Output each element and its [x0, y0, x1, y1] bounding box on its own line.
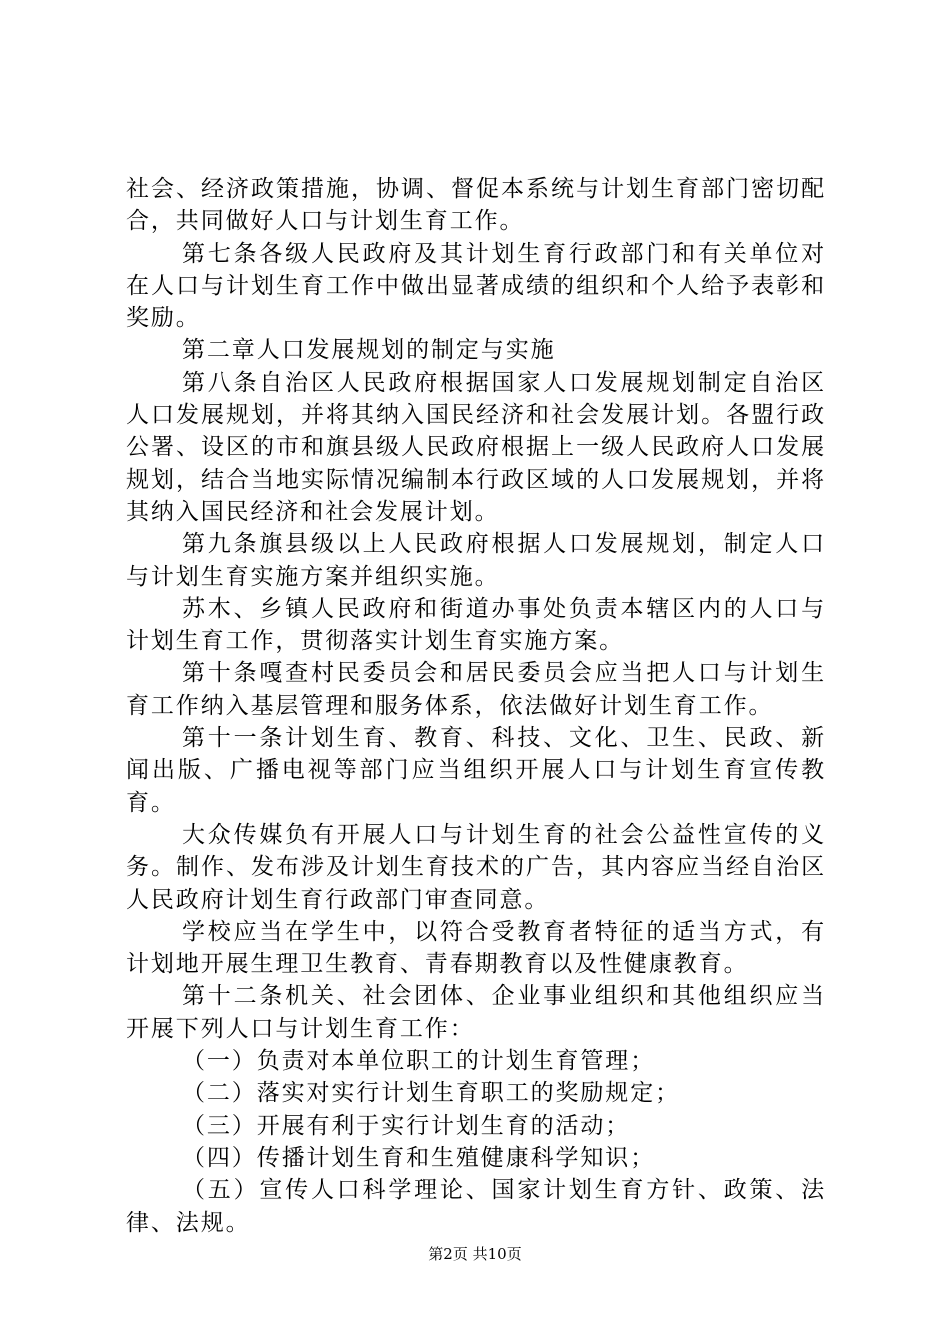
page-number-footer: 第2页 共10页: [428, 1245, 522, 1263]
document-paragraph: （五）宣传人口科学理论、国家计划生育方针、政策、法律、法规。: [126, 1177, 826, 1236]
document-paragraph: 大众传媒负有开展人口与计划生育的社会公益性宣传的义务。制作、发布涉及计划生育技术的广告，其内容应当经自治区人民政府计划生育行政部门审查同意。: [126, 821, 826, 913]
document-paragraph: 第二章人口发展规划的制定与实施: [182, 337, 556, 364]
document-paragraph: 苏木、乡镇人民政府和街道办事处负责本辖区内的人口与计划生育工作，贯彻落实计划生育实施方案。: [126, 595, 826, 655]
document-paragraph: 第十二条机关、社会团体、企业事业组织和其他组织应当开展下列人口与计划生育工作：: [126, 983, 826, 1042]
document-paragraph: （二）落实对实行计划生育职工的奖励规定；: [182, 1080, 680, 1107]
document-paragraph: 第八条自治区人民政府根据国家人口发展规划制定自治区人口发展规划，并将其纳入国民经济和社会发展计划。各盟行政公署、设区的市和旗县级人民政府根据上一级人民政府人口发展规划，结合当地实际情况编制本行政区域的人口发展规划，并将其纳入国民经济和社会发展计划。: [126, 369, 826, 525]
document-paragraph: 学校应当在学生中，以符合受教育者特征的适当方式，有计划地开展生理卫生教育、青春期教育以及性健康教育。: [126, 918, 826, 978]
document-paragraph: 第十一条计划生育、教育、科技、文化、卫生、民政、新闻出版、广播电视等部门应当组织开展人口与计划生育宣传教育。: [126, 725, 826, 816]
document-paragraph: （一）负责对本单位职工的计划生育管理；: [182, 1048, 656, 1075]
document-paragraph: 第七条各级人民政府及其计划生育行政部门和有关单位对在人口与计划生育工作中做出显著成绩的组织和个人给予表彰和奖励。: [126, 240, 826, 332]
document-paragraph: （四）传播计划生育和生殖健康科学知识；: [182, 1144, 656, 1171]
document-paragraph: （三）开展有利于实行计划生育的活动；: [182, 1112, 631, 1139]
document-paragraph: 第十条嘎查村民委员会和居民委员会应当把人口与计划生育工作纳入基层管理和服务体系，依法做好计划生育工作。: [126, 660, 826, 719]
document-body: [126, 173, 826, 1239]
document-paragraph: 社会、经济政策措施，协调、督促本系统与计划生育部门密切配合，共同做好人口与计划生育工作。: [126, 176, 826, 235]
document-paragraph: 第九条旗县级以上人民政府根据人口发展规划，制定人口与计划生育实施方案并组织实施。: [126, 531, 826, 590]
